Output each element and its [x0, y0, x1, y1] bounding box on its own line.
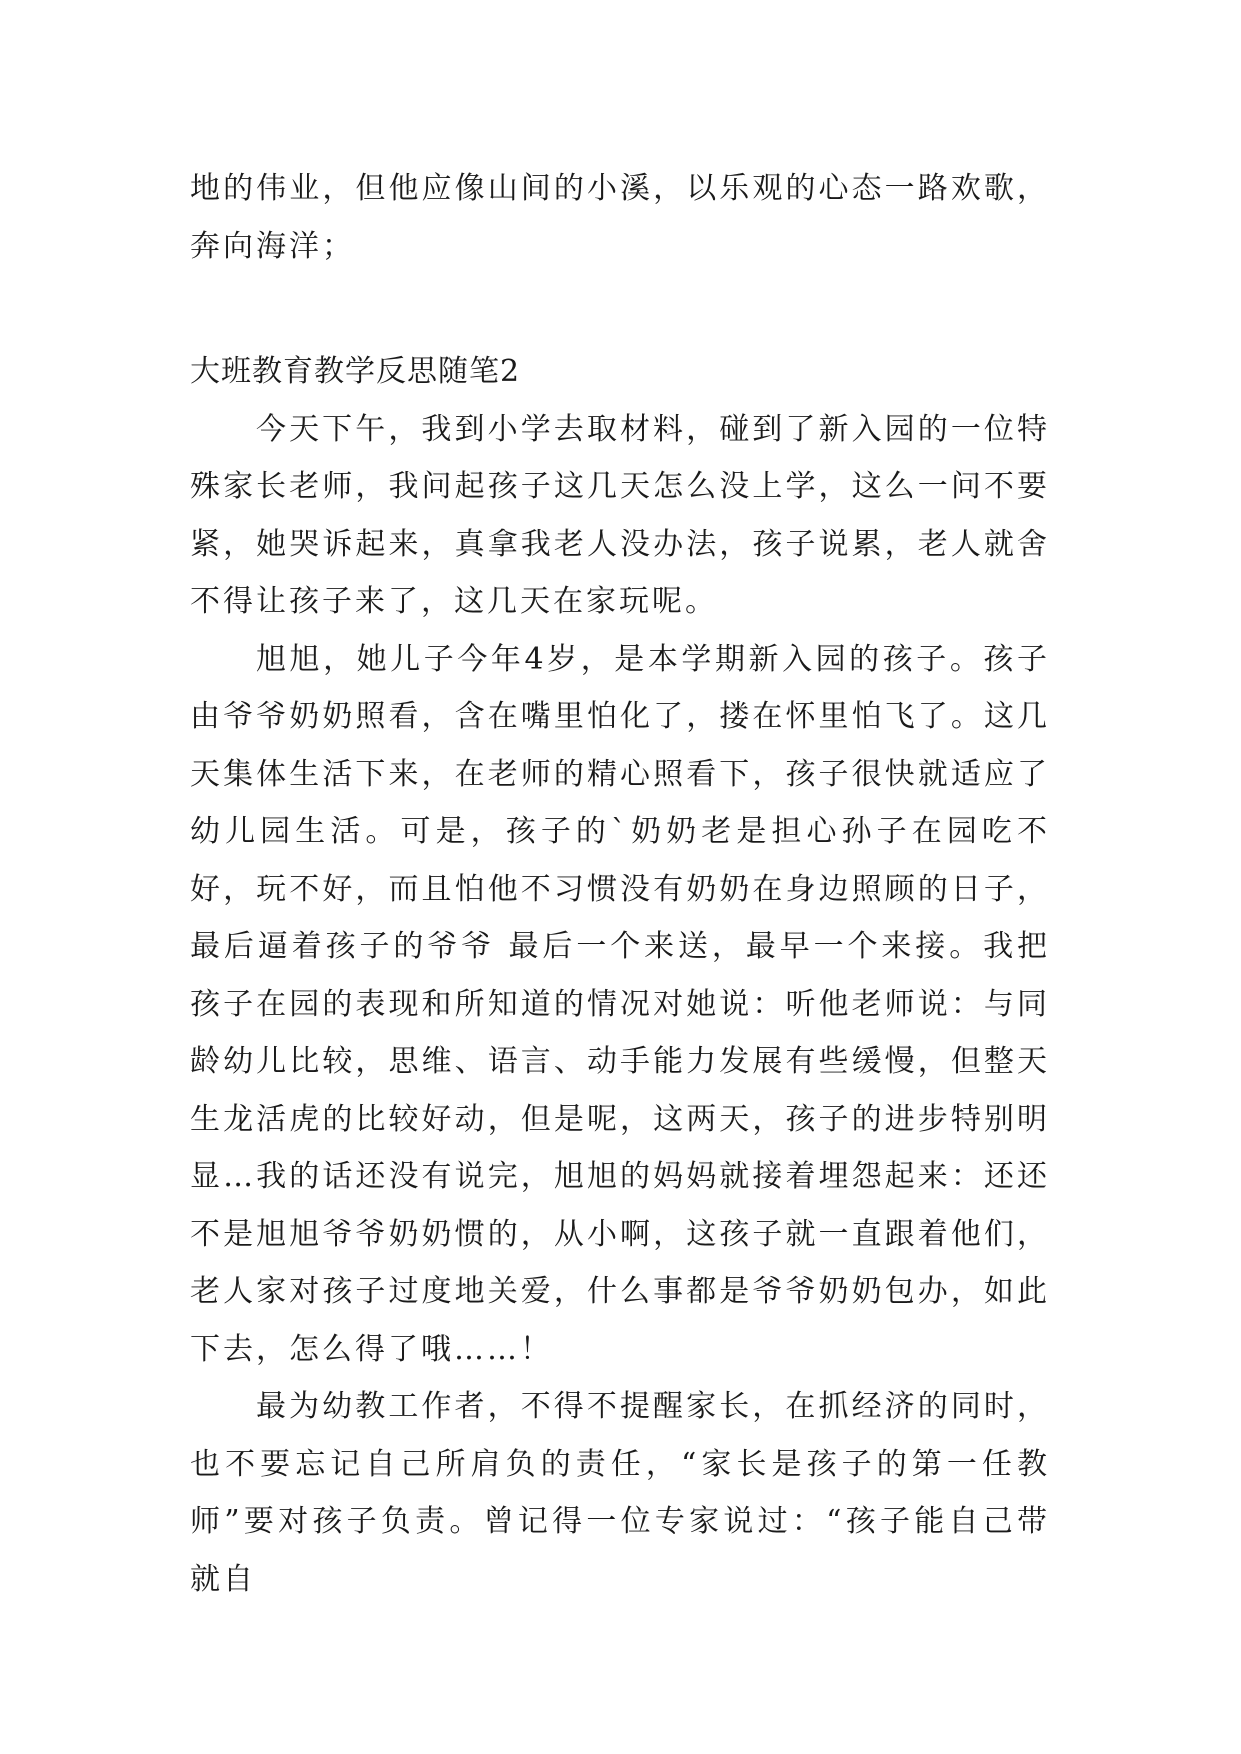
intro-paragraph: 地的伟业，但他应像山间的小溪，以乐观的心态一路欢歌，奔向海洋；	[190, 171, 1050, 264]
document-page	[190, 160, 1050, 1608]
body-paragraph-2: 旭旭，她儿子今年4岁，是本学期新入园的孩子。孩子由爷爷奶奶照看，含在嘴里怕化了，搂在怀里怕飞了。这几天集体生活下来，在老师的精心照看下，孩子很快就适应了幼儿园生活。可是，孩子的`奶奶老是担心孙子在园吃不好，玩不好，而且怕他不习惯没有奶奶在身边照顾的日子，最后逼着孩子的爷爷 最后一个来送，最早一个来接。我把孩子在园的表现和所知道的情况对她说：听他老师说：与同龄幼儿比较，思维、语言、动手能力发展有些缓慢，但整天生龙活虎的比较好动，但是呢，这两天，孩子的进步特别明显…我的话还没有说完，旭旭的妈妈就接着埋怨起来：还还不是旭旭爷爷奶奶惯的，从小啊，这孩子就一直跟着他们，老人家对孩子过度地关爱，什么事都是爷爷奶奶包办，如此下去，怎么得了哦……！	[190, 641, 1050, 1367]
body-paragraph-3: 最为幼教工作者，不得不提醒家长，在抓经济的同时，也不要忘记自己所肩负的责任，“家长是孩子的第一任教师”要对孩子负责。曾记得一位专家说过：“孩子能自己带就自	[190, 1389, 1050, 1597]
section-title: 大班教育教学反思随笔2	[190, 354, 521, 389]
body-paragraph-1: 今天下午，我到小学去取材料，碰到了新入园的一位特殊家长老师，我问起孩子这几天怎么没上学，这么一问不要紧，她哭诉起来，真拿我老人没办法，孩子说累，老人就舍不得让孩子来了，这几天在家玩呢。	[190, 411, 1050, 619]
section-spacer	[190, 275, 1050, 343]
